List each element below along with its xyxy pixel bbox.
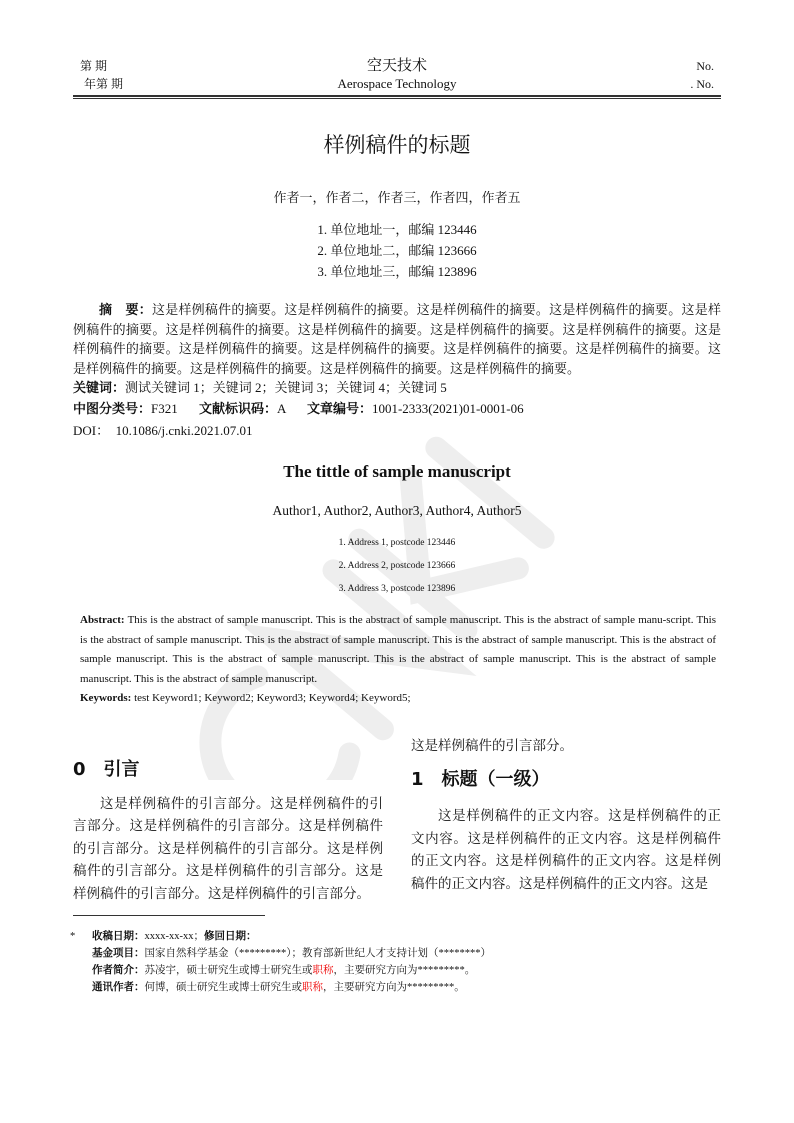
classification-doc: A xyxy=(277,401,286,416)
abstract-en xyxy=(73,611,721,689)
footnote-mark: * xyxy=(70,931,76,942)
abstract-en-label: Abstract: xyxy=(80,614,125,626)
section-1-text: 这是样例稿件的正文内容。这是样例稿件的正文内容。这是样例稿件的正文内容。这是样例稿件的正文内容。这是样例稿件的正文内容。这是样例稿件的正文内容。这是样例稿件的正文内容。这是 xyxy=(411,808,721,891)
footnote-received-label: 收稿日期： xyxy=(92,931,145,942)
section-0-text: 这是样例稿件的引言部分。这是样例稿件的引言部分。这是样例稿件的引言部分。这是样例稿件的引言部分。这是样例稿件的引言部分。这是样例稿件的引言部分。这是样例稿件的引言部分。这是样例稿件的引言部分。这是样例稿件的引言部分。 xyxy=(73,795,383,901)
footnote-revised-label: 修回日期： xyxy=(204,931,257,942)
left-column xyxy=(73,735,383,917)
footnote-author-pre: 苏凌宇，硕士研究生或博士研究生或 xyxy=(144,965,313,976)
keywords-en xyxy=(73,689,721,709)
footnote-fund-label: 基金项目： xyxy=(92,948,145,959)
right-column xyxy=(411,735,721,917)
footnote-author-red: 职称 xyxy=(312,965,334,976)
keywords-cn-text: 测试关键词 1；关键词 2；关键词 3；关键词 4；关键词 5 xyxy=(125,380,447,395)
classification-article: 1001-2333(2021)01-0001-06 xyxy=(371,401,524,416)
classification-clc: F321 xyxy=(151,401,178,416)
running-header-bottom xyxy=(73,75,721,93)
footnote xyxy=(70,928,721,996)
keywords-en-text: test Keyword1; Keyword2; Keyword3; Keyword4; Keyword5; xyxy=(131,692,411,704)
journal-name-cn: 空天技术 xyxy=(366,56,427,74)
footnote-fund: 国家自然科学基金（*********）；教育部新世纪人才支持计划（********） xyxy=(144,948,491,959)
year-issue-label: 年第 期 xyxy=(84,77,124,91)
footnote-rule xyxy=(73,915,265,916)
keywords-en-label: Keywords: xyxy=(80,692,132,704)
intro-continuation: 这是样例稿件的引言部分。 xyxy=(411,737,573,753)
affiliations-en-1: 2. Address 2, postcode 123666 xyxy=(338,561,456,571)
header-rule xyxy=(73,95,721,99)
affiliations-cn-0: 1. 单位地址一，邮编 123446 xyxy=(317,222,477,237)
abstract-cn xyxy=(73,300,721,378)
number-label: No. xyxy=(696,59,714,73)
classification-article-label: 文章编号： xyxy=(306,401,372,416)
classification xyxy=(73,398,721,420)
section-0-heading: 0 引言 xyxy=(73,758,140,780)
footnote-corr-label: 通讯作者： xyxy=(92,982,145,993)
doi xyxy=(73,420,721,442)
footnote-corr-red: 职称 xyxy=(302,982,323,993)
title-cn: 样例稿件的标题 xyxy=(323,133,471,157)
classification-clc-label: 中图分类号： xyxy=(73,401,152,416)
abstract-en-text: This is the abstract of sample manuscript. This is the abstract of sample manuscript. This is the abstract of sample manu-script. This is the abstract of sample manuscript. This is the abstract of sample manuscript. This is the abstract of sample manuscript. This is the abstract of sample manuscript. This is the abstract of sample manuscript. This is the abstract of sample manuscript. This is the abstract of sample manuscript. This is the abstract of sample manuscript. xyxy=(80,614,716,685)
affiliations-en xyxy=(73,532,721,601)
classification-doc-label: 文献标识码： xyxy=(199,401,278,416)
affiliations-cn-2: 3. 单位地址三，邮编 123896 xyxy=(317,264,477,279)
title-en: The tittle of sample manuscript xyxy=(283,462,511,481)
running-header-top xyxy=(73,56,721,75)
affiliations-cn-1: 2. 单位地址二，邮编 123666 xyxy=(317,243,477,258)
footnote-author-label: 作者简介： xyxy=(92,965,145,976)
affiliations-en-0: 1. Address 1, postcode 123446 xyxy=(338,538,456,548)
footnote-corr-pre: 何博，硕士研究生或博士研究生或 xyxy=(144,982,302,993)
body-columns xyxy=(73,735,721,917)
authors-en: Author1, Author2, Author3, Author4, Author5 xyxy=(272,503,522,518)
section-1-heading: 1 标题（一级） xyxy=(411,769,550,790)
footnote-received: xxxx-xx-xx； xyxy=(144,931,204,942)
journal-name-en: Aerospace Technology xyxy=(337,76,457,91)
keywords-cn xyxy=(73,378,721,398)
authors-cn: 作者一，作者二，作者三，作者四，作者五 xyxy=(273,190,521,205)
doi-label: DOI： xyxy=(73,423,110,438)
affiliations-cn xyxy=(73,219,721,282)
doi-value: 10.1086/j.cnki.2021.07.01 xyxy=(115,423,253,438)
issue-label: 第 期 xyxy=(80,59,108,73)
abstract-cn-label: 摘 要： xyxy=(99,302,152,317)
footnote-corr-post: ，主要研究方向为*********。 xyxy=(323,982,465,993)
affiliations-en-2: 3. Address 3, postcode 123896 xyxy=(338,584,456,594)
number-label-2: . No. xyxy=(690,77,714,91)
abstract-cn-text: 这是样例稿件的摘要。这是样例稿件的摘要。这是样例稿件的摘要。这是样例稿件的摘要。这是样例稿件的摘要。这是样例稿件的摘要。这是样例稿件的摘要。这是样例稿件的摘要。这是样例稿件的摘要。这是样例稿件的摘要。这是样例稿件的摘要。这是样例稿件的摘要。这是样例稿件的摘要。这是样例稿件的摘要。这是样例稿件的摘要。这是样例稿件的摘要。这是样例稿件的摘要。这是样例稿件的摘要。 xyxy=(73,302,721,376)
keywords-cn-label: 关键词： xyxy=(73,380,126,395)
footnote-author-post: ，主要研究方向为*********。 xyxy=(333,965,476,976)
